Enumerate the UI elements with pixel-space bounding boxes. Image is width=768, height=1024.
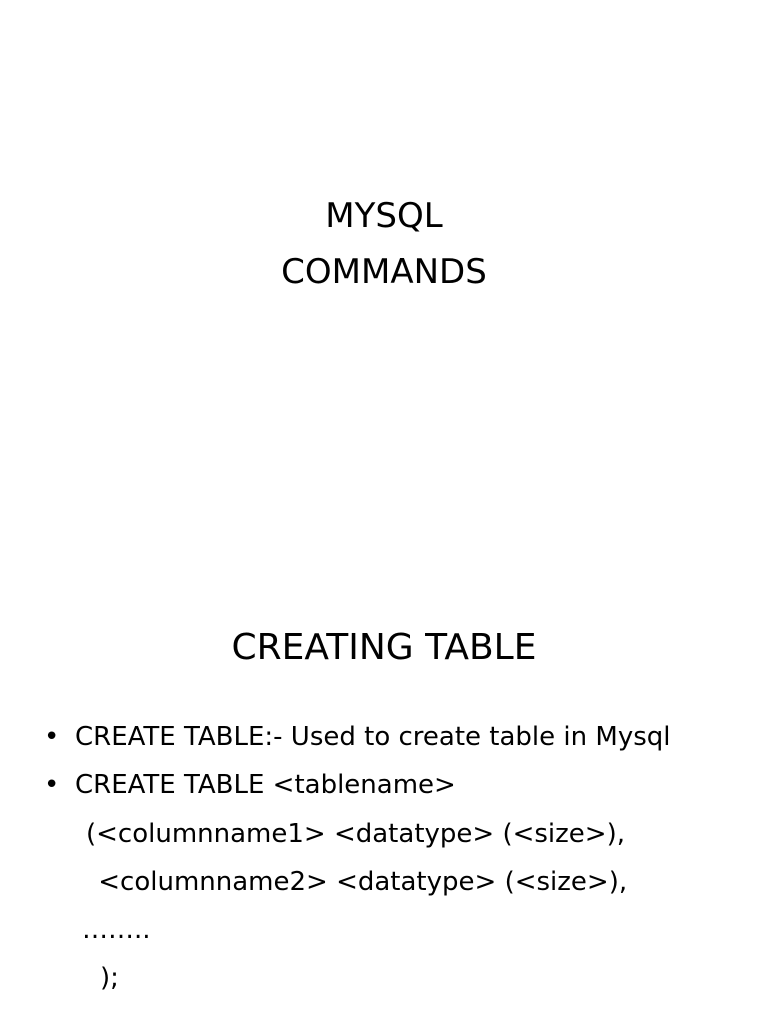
bullet-text: CREATE TABLE <tablename> <box>75 770 456 800</box>
bullet-item <box>44 721 670 753</box>
syntax-line: ); <box>100 963 119 993</box>
bullet-text: CREATE TABLE:- Used to create table in Mysql <box>75 722 671 752</box>
slide-title-line-2: COMMANDS <box>281 252 487 292</box>
syntax-line: (<columnname1> <datatype> (<size>), <box>86 819 625 849</box>
bullet-icon: • <box>44 770 60 800</box>
bullet-item <box>44 769 456 801</box>
syntax-line: <columnname2> <datatype> (<size>), <box>90 867 628 897</box>
bullet-icon: • <box>44 722 60 752</box>
content-slide <box>0 576 768 1024</box>
syntax-line: …….. <box>82 915 151 945</box>
slide-title-line-1: MYSQL <box>325 196 443 236</box>
slide-heading: CREATING TABLE <box>231 627 537 668</box>
